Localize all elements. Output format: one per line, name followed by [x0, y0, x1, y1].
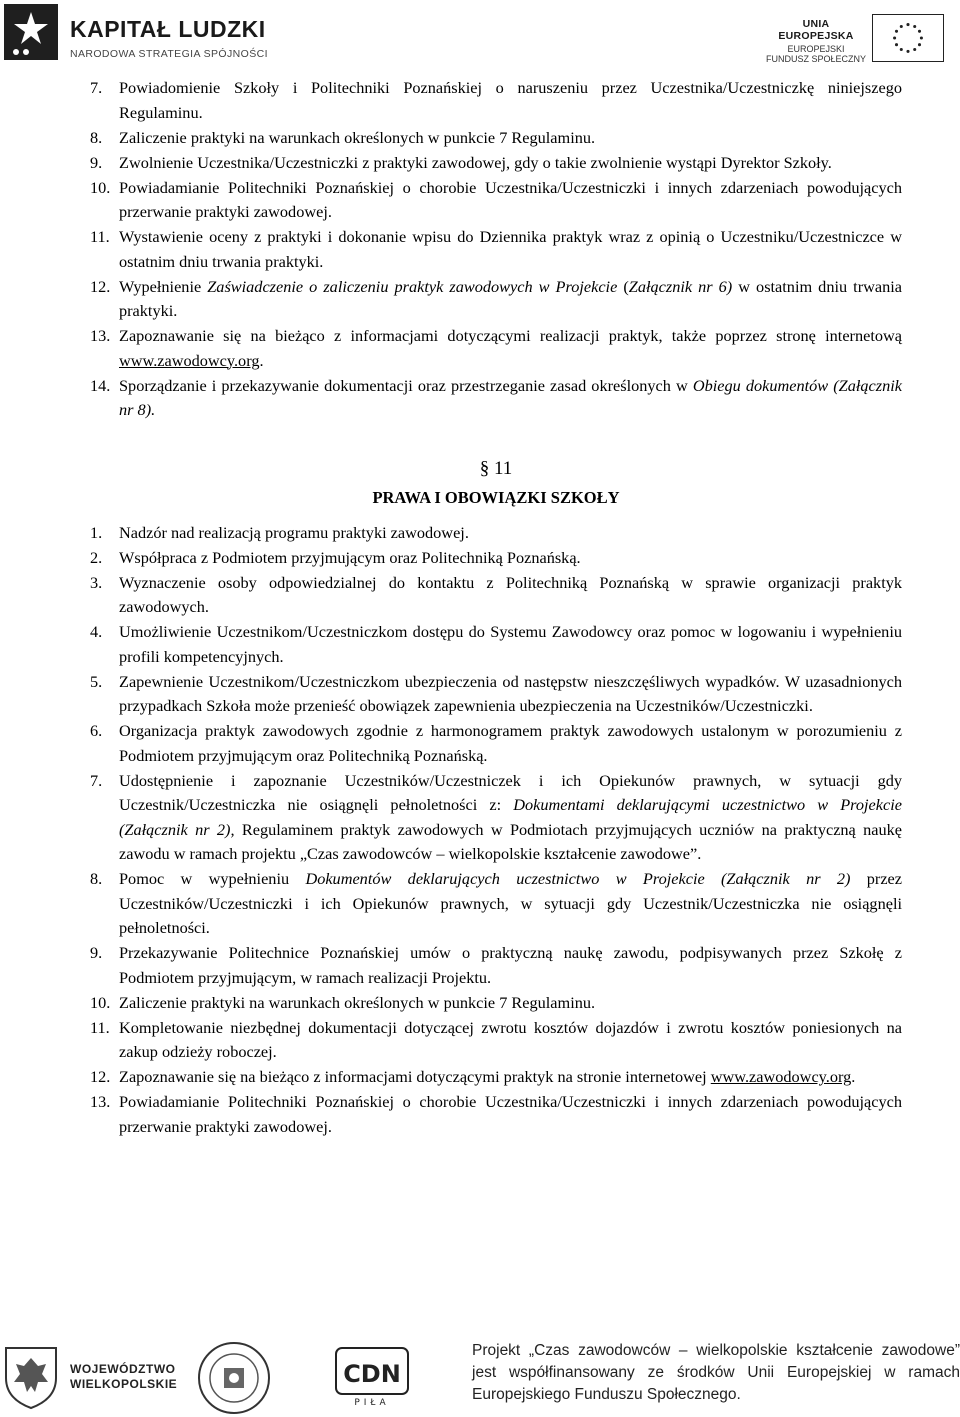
eu-logo-text	[766, 18, 866, 64]
list-item-number: 14.	[90, 375, 111, 395]
list-item	[90, 176, 902, 225]
list-item-text: Organizacja praktyk zawodowych zgodnie z harmonogramem praktyk zawodowych ustalonym w porozumieniu z Podmiotem przyjmującym oraz Politechniką Poznańską.	[119, 721, 902, 765]
kapital-ludzki-subtitle: NARODOWA STRATEGIA SPÓJNOŚCI	[70, 48, 268, 60]
eu-logo-line2: EUROPEJSKI	[787, 44, 845, 54]
list-item-text: Zwolnienie Uczestnika/Uczestniczki z praktyki zawodowej, gdy o takie zwolnienie wystąpi Dyrektor Szkoły.	[119, 152, 832, 172]
italic-text-run: Zaświadczenie o zaliczeniu praktyk zawodowych w Projekcie	[207, 276, 618, 296]
list-item	[90, 719, 902, 768]
list-item	[90, 1016, 902, 1065]
list-item	[90, 225, 902, 274]
list-item-number: 8.	[90, 127, 103, 147]
wielkopolska-crest-icon	[2, 1344, 60, 1410]
list-item-text: Umożliwienie Uczestnikom/Uczestniczkom dostępu do Systemu Zawodowcy oraz pomoc w logowaniu i wypełnieniu profili kompetencyjnych.	[119, 622, 902, 666]
list-item-number: 6.	[90, 721, 103, 740]
list-item-text: Wyznaczenie osoby odpowiedzialnej do kontaktu z Politechniką Poznańską w sprawie organizacji praktyk zawodowych.	[119, 572, 902, 616]
text-run: (	[617, 276, 629, 296]
text-run: Regulaminem praktyk zawodowych w Podmiotach przyjmujących uczniów na praktyczną naukę zawodu w ramach projektu „Czas zawodowców – wielkopolskie kształcenie zawodowe”.	[119, 819, 903, 863]
list-item-text: Kompletowanie niezbędnej dokumentacji dotyczącej zwrotu kosztów dojazdów i zwrotu kosztów poniesionych na zakup odzieży roboczej.	[119, 1017, 902, 1061]
list-item-text: Powiadomienie Szkoły i Politechniki Poznańskiej o naruszeniu przez Uczestnika/Uczestniczkę niniejszego Regulaminu.	[119, 78, 902, 122]
region-line2: WIELKOPOLSKIE	[70, 1377, 178, 1391]
list-item	[90, 1065, 902, 1090]
list-item	[90, 546, 902, 571]
list-item-number: 12.	[90, 1067, 111, 1086]
list-item-text: Nadzór nad realizacją programu praktyki zawodowej.	[119, 522, 469, 542]
list-item-number: 12.	[90, 276, 111, 296]
text-run: przez Uczestników/Uczestniczki i ich Opiekunów prawnych, w sytuacji gdy Uczestnik/Uczestniczka nie osiągnęli pełnoletności.	[119, 869, 903, 937]
list-item-text: Zaliczenie praktyki na warunkach określonych w punkcie 7 Regulaminu.	[119, 127, 596, 147]
eu-logo-line3: FUNDUSZ SPOŁECZNY	[766, 54, 867, 64]
list-item-number: 9.	[90, 152, 103, 172]
list-item-number: 9.	[90, 943, 103, 962]
list-item-number: 2.	[90, 547, 103, 567]
list-item-text: Powiadamianie Politechniki Poznańskiej o chorobie Uczestnika/Uczestniczki i innych zdarzeniach powodujących przerwanie praktyki zawodowej.	[119, 1092, 902, 1136]
italic-text-run: Dokumentami deklarującymi uczestnictwo w Projekcie (Załącznik nr 2),	[119, 795, 902, 839]
list-item	[90, 374, 902, 423]
list-item-number: 3.	[90, 572, 103, 592]
text-run: .	[259, 350, 264, 370]
cdn-logo-icon	[334, 1346, 410, 1408]
website-link[interactable]: www.zawodowcy.org	[710, 1067, 852, 1086]
list-item-text	[119, 326, 902, 370]
list-item-text	[119, 376, 902, 420]
text-run: w ostatnim dniu trwania praktyki.	[119, 276, 902, 320]
list-item-number: 10.	[90, 177, 111, 197]
list-item-text	[119, 277, 902, 321]
list-item-number: 4.	[90, 622, 103, 641]
text-run: Udostępnienie i zapoznanie Uczestników/Uczestniczek i ich Opiekunów prawnych, w sytuacji gdy Uczestnik/Uczestniczka nie osiągnęli pełnoletności z:	[119, 770, 902, 814]
list-item-number: 7.	[90, 770, 103, 790]
text-run: Wypełnienie	[119, 276, 208, 296]
eu-logo	[766, 14, 946, 64]
list-item	[90, 867, 902, 941]
kapital-ludzki-title: KAPITAŁ LUDZKI	[70, 16, 266, 42]
eu-logo-line1: UNIA EUROPEJSKA	[778, 18, 854, 42]
list-item-number: 13.	[90, 1092, 111, 1111]
italic-text-run: Dokumentów deklarujących uczestnictwo w Projekcie (Załącznik nr 2)	[305, 869, 851, 888]
region-name	[70, 1362, 177, 1392]
section-header	[90, 455, 902, 511]
list-item	[90, 991, 902, 1016]
list-item	[90, 1090, 902, 1139]
text-run: Sporządzanie i przekazywanie dokumentacji oraz przestrzeganie zasad określonych w	[119, 375, 693, 395]
list-item	[90, 126, 902, 151]
list-item	[90, 571, 902, 620]
list-item-text: Przekazywanie Politechnice Poznańskiej umów o praktyczną naukę zawodu, podpisywanych przez Szkołę z Podmiotem przyjmującym, w ramach realizacji Projektu.	[119, 943, 902, 987]
list-item-number: 1.	[90, 522, 103, 542]
eu-flag-icon	[872, 14, 944, 62]
list-item	[90, 941, 902, 990]
list-item-number: 11.	[90, 227, 110, 246]
text-run: Pomoc w wypełnieniu	[119, 869, 306, 888]
kapital-ludzki-emblem-icon	[4, 4, 58, 60]
section-title: PRAWA I OBOWIĄZKI SZKOŁY	[372, 487, 620, 507]
list-item-text: Wystawienie oceny z praktyki i dokonanie wpisu do Dziennika praktyk wraz z opinią o Uczestniku/Uczestniczce w ostatnim dniu trwania praktyki.	[119, 227, 902, 271]
italic-text-run: Obiegu dokumentów (Załącznik nr 8).	[119, 375, 902, 419]
kapital-ludzki-logo	[4, 4, 268, 64]
list-item-text	[119, 869, 902, 937]
list-item-number: 13.	[90, 326, 111, 345]
project-funding-note: Projekt „Czas zawodowców – wielkopolskie kształcenie zawodowe” jest współfinansowany ze środków Unii Europejskiej w ramach Europejskiego Funduszu Społecznego.	[472, 1342, 960, 1403]
text-run: .	[851, 1067, 856, 1086]
list-item	[90, 76, 902, 125]
list-item	[90, 275, 902, 324]
cdn-logo-subtext: PIŁA	[354, 1398, 390, 1408]
list-item-number: 8.	[90, 869, 103, 888]
list-item-number: 7.	[90, 78, 103, 97]
list-item-text: Zapewnienie Uczestnikom/Uczestniczkom ubezpieczenia od następstw nieszczęśliwych wypadków. W uzasadnionych przypadkach Szkoła może przenieść obowiązek zapewnienia ubezpieczenia na Uczestników/Uczestniczki.	[119, 671, 902, 715]
list-item-text	[119, 771, 902, 864]
list-item-number: 5.	[90, 671, 103, 691]
section-number: § 11	[479, 457, 513, 479]
text-run: Zapoznawanie się na bieżąco z informacjami dotyczącymi realizacji praktyk, także poprzez stronę internetową	[119, 326, 902, 345]
list-item	[90, 670, 902, 719]
list-item-number: 10.	[90, 992, 111, 1012]
list-item-text	[119, 1067, 855, 1086]
list-item-number: 11.	[90, 1017, 110, 1037]
text-run: Zapoznawanie się na bieżąco z informacjami dotyczącymi praktyk na stronie internetowej	[119, 1067, 711, 1086]
page-footer	[0, 1336, 960, 1417]
list-item	[90, 324, 902, 373]
document-body	[90, 76, 902, 1140]
university-seal-icon	[196, 1340, 272, 1416]
list-item	[90, 151, 902, 176]
cdn-logo-text: CDN	[343, 1360, 401, 1388]
list-item-text: Powiadamianie Politechniki Poznańskiej o chorobie Uczestnika/Uczestniczki i innych zdarzeniach powodujących przerwanie praktyki zawodowej.	[119, 177, 902, 221]
italic-text-run: Załącznik nr 6)	[628, 276, 733, 296]
list-item-text: Współpraca z Podmiotem przyjmującym oraz Politechniką Poznańską.	[119, 547, 581, 567]
page-header	[0, 0, 960, 72]
list-item-text: Zaliczenie praktyki na warunkach określonych w punkcie 7 Regulaminu.	[119, 992, 596, 1012]
region-line1: WOJEWÓDZTWO	[70, 1362, 176, 1376]
list-item	[90, 769, 902, 867]
website-link[interactable]: www.zawodowcy.org	[119, 350, 260, 370]
list-item	[90, 521, 902, 546]
list-item	[90, 620, 902, 669]
